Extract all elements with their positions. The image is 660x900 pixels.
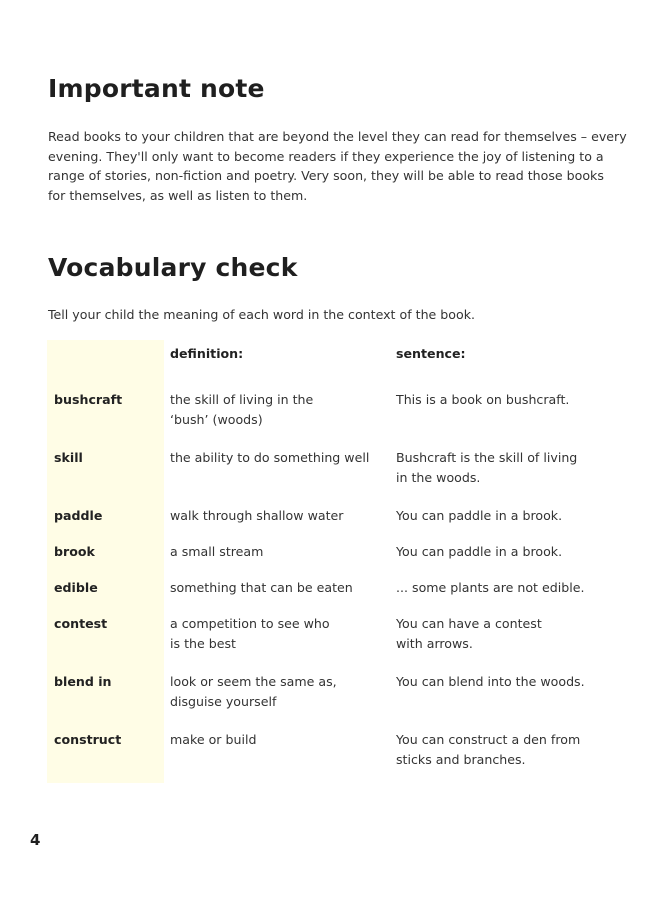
definition-line: look or seem the same as, xyxy=(170,674,337,689)
vocab-sentence xyxy=(396,542,626,562)
note-line: evening. They'll only want to become readers if they experience the joy of listening to a xyxy=(48,148,604,164)
sentence-line: You can paddle in a brook. xyxy=(396,508,563,523)
vocabulary-check-heading: Vocabulary check xyxy=(48,253,298,282)
vocab-word: brook xyxy=(54,544,95,559)
definition-line: something that can be eaten xyxy=(170,580,353,595)
vocab-definition xyxy=(170,542,385,562)
vocab-sentence xyxy=(396,390,626,410)
important-note-heading: Important note xyxy=(48,74,265,103)
vocab-definition xyxy=(170,614,385,653)
vocab-word: blend in xyxy=(54,674,112,689)
note-line: Read books to your children that are beyond the level they can read for themselves – every xyxy=(48,129,627,144)
note-line: for themselves, as well as listen to them. xyxy=(48,187,308,203)
definition-line: a small stream xyxy=(170,544,264,559)
vocab-word: skill xyxy=(54,450,83,465)
vocab-word: paddle xyxy=(54,508,103,523)
vocab-definition xyxy=(170,730,385,750)
sentence-line: You can paddle in a brook. xyxy=(396,544,563,559)
definition-line: the skill of living in the xyxy=(170,392,314,407)
sentence-line: ... some plants are not edible. xyxy=(396,580,585,595)
vocab-sentence xyxy=(396,578,626,598)
vocab-definition xyxy=(170,578,385,598)
vocab-word: contest xyxy=(54,616,108,631)
definition-line: ‘bush’ (woods) xyxy=(170,411,263,427)
vocab-sentence xyxy=(396,730,626,769)
definition-line: a competition to see who xyxy=(170,616,330,631)
sentence-line: in the woods. xyxy=(396,469,481,485)
vocab-definition xyxy=(170,672,385,711)
sentence-line: with arrows. xyxy=(396,635,473,651)
sentence-line: This is a book on bushcraft. xyxy=(396,392,570,407)
sentence-line: You can blend into the woods. xyxy=(396,674,585,689)
vocab-word: edible xyxy=(54,580,98,595)
sentence-line: You can have a contest xyxy=(396,616,542,631)
vocabulary-intro: Tell your child the meaning of each word in the context of the book. xyxy=(48,307,475,322)
definition-line: is the best xyxy=(170,635,236,651)
vocab-sentence xyxy=(396,614,626,653)
vocab-sentence xyxy=(396,672,626,692)
vocab-sentence xyxy=(396,506,626,526)
page-number: 4 xyxy=(30,831,41,849)
definition-line: disguise yourself xyxy=(170,693,277,709)
important-note-text xyxy=(48,127,627,205)
vocab-word: construct xyxy=(54,732,122,747)
sentence-line: sticks and branches. xyxy=(396,751,526,767)
vocab-word: bushcraft xyxy=(54,392,123,407)
sentence-line: Bushcraft is the skill of living xyxy=(396,450,578,465)
definition-line: walk through shallow water xyxy=(170,508,344,523)
note-line: range of stories, non-fiction and poetry. Very soon, they will be able to read those books xyxy=(48,168,604,183)
sentence-column-header: sentence: xyxy=(396,346,466,361)
vocab-definition xyxy=(170,506,385,526)
sentence-line: You can construct a den from xyxy=(396,732,581,747)
definition-line: make or build xyxy=(170,732,257,747)
vocab-definition xyxy=(170,390,385,429)
definition-column-header: definition: xyxy=(170,346,244,361)
vocab-definition xyxy=(170,448,385,468)
definition-line: the ability to do something well xyxy=(170,450,370,465)
vocab-sentence xyxy=(396,448,626,487)
